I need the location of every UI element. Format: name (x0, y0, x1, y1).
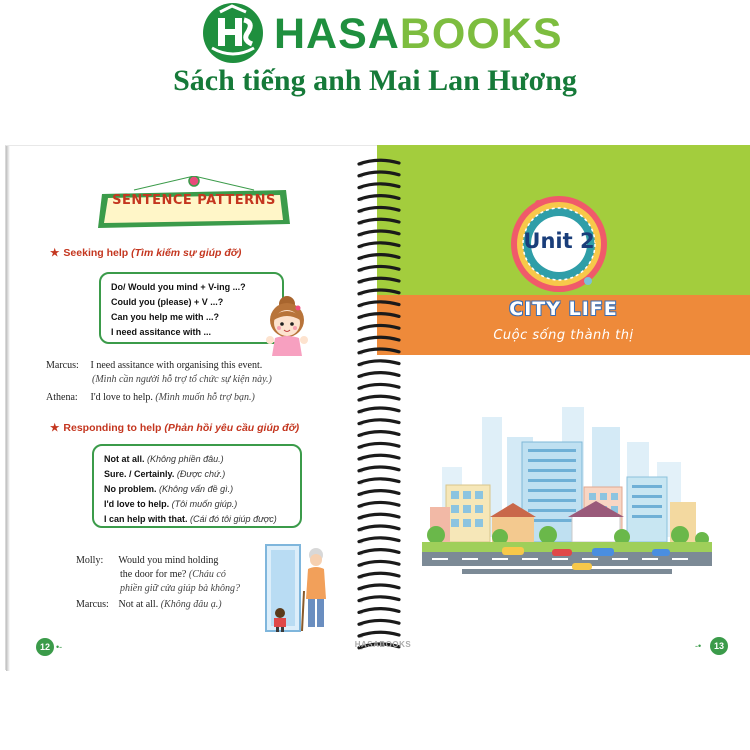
unit-label: Unit 2 (523, 229, 595, 253)
page-number-right: 13 (710, 637, 728, 655)
pattern-line: Do/ Would you mind + V-ing ...? (111, 282, 246, 292)
star-icon: ★ (50, 247, 60, 259)
pattern-line: Can you help me with ...? (111, 312, 220, 322)
dialog-1: Marcus: I need assitance with organising this event. (Mình cần người hỗ trợ tổ chức sự kiện này.) Athena: I'd love to help. (Mình muốn hỗ trợ bạn.) (46, 360, 272, 403)
right-page (377, 145, 750, 670)
brand-tagline: Sách tiếng anh Mai Lan Hương (173, 64, 577, 97)
unit-badge (508, 193, 610, 295)
page-number-left: 12 (36, 638, 54, 656)
sentence-patterns-banner (94, 176, 294, 232)
star-icon: ★ (50, 422, 60, 434)
book-spread (5, 145, 750, 670)
door-holding-illustration (258, 541, 338, 633)
girl-character-illustration (258, 294, 316, 356)
spiral-binding (353, 157, 403, 652)
responding-patterns-box (92, 444, 302, 528)
pattern-line: I can help with that. (Cái đó tôi giúp được) (104, 514, 277, 524)
unit-title: CITY LIFE (509, 298, 618, 320)
pattern-line: Sure. / Certainly. (Được chứ.) (104, 469, 226, 479)
dialog-2: Molly: Would you mind holding the door for me? (Cháu có phiền giữ cửa giúp bà không? Marcus: Not at all. (Không đâu ạ.) (76, 555, 241, 610)
responding-help-heading: ★ Responding to help (Phản hồi yêu cầu giúp đỡ) (50, 422, 300, 434)
pattern-line: I'd love to help. (Tôi muốn giúp.) (104, 499, 238, 509)
seeking-help-heading: ★ Seeking help (Tìm kiếm sự giúp đỡ) (50, 247, 242, 259)
pattern-line: No problem. (Không vấn đề gì.) (104, 484, 234, 494)
brand-name: HASABOOKS (274, 10, 563, 58)
unit-subtitle: Cuộc sống thành thị (493, 328, 634, 343)
left-page (5, 145, 377, 670)
brand-header (0, 0, 750, 110)
hasabooks-logo-icon (202, 2, 264, 64)
banner-title: SENTENCE PATTERNS (112, 193, 276, 208)
pattern-line: I need assitance with ... (111, 327, 212, 337)
page-dots-left: •- (56, 642, 63, 652)
pattern-line: Could you (please) + V ...? (111, 297, 224, 307)
page-dots-right: -• (695, 641, 702, 651)
watermark-text: HASABOOKS (354, 640, 412, 649)
seeking-patterns-box (99, 272, 284, 344)
city-skyline-illustration (422, 407, 712, 582)
pattern-line: Not at all. (Không phiền đâu.) (104, 454, 224, 464)
